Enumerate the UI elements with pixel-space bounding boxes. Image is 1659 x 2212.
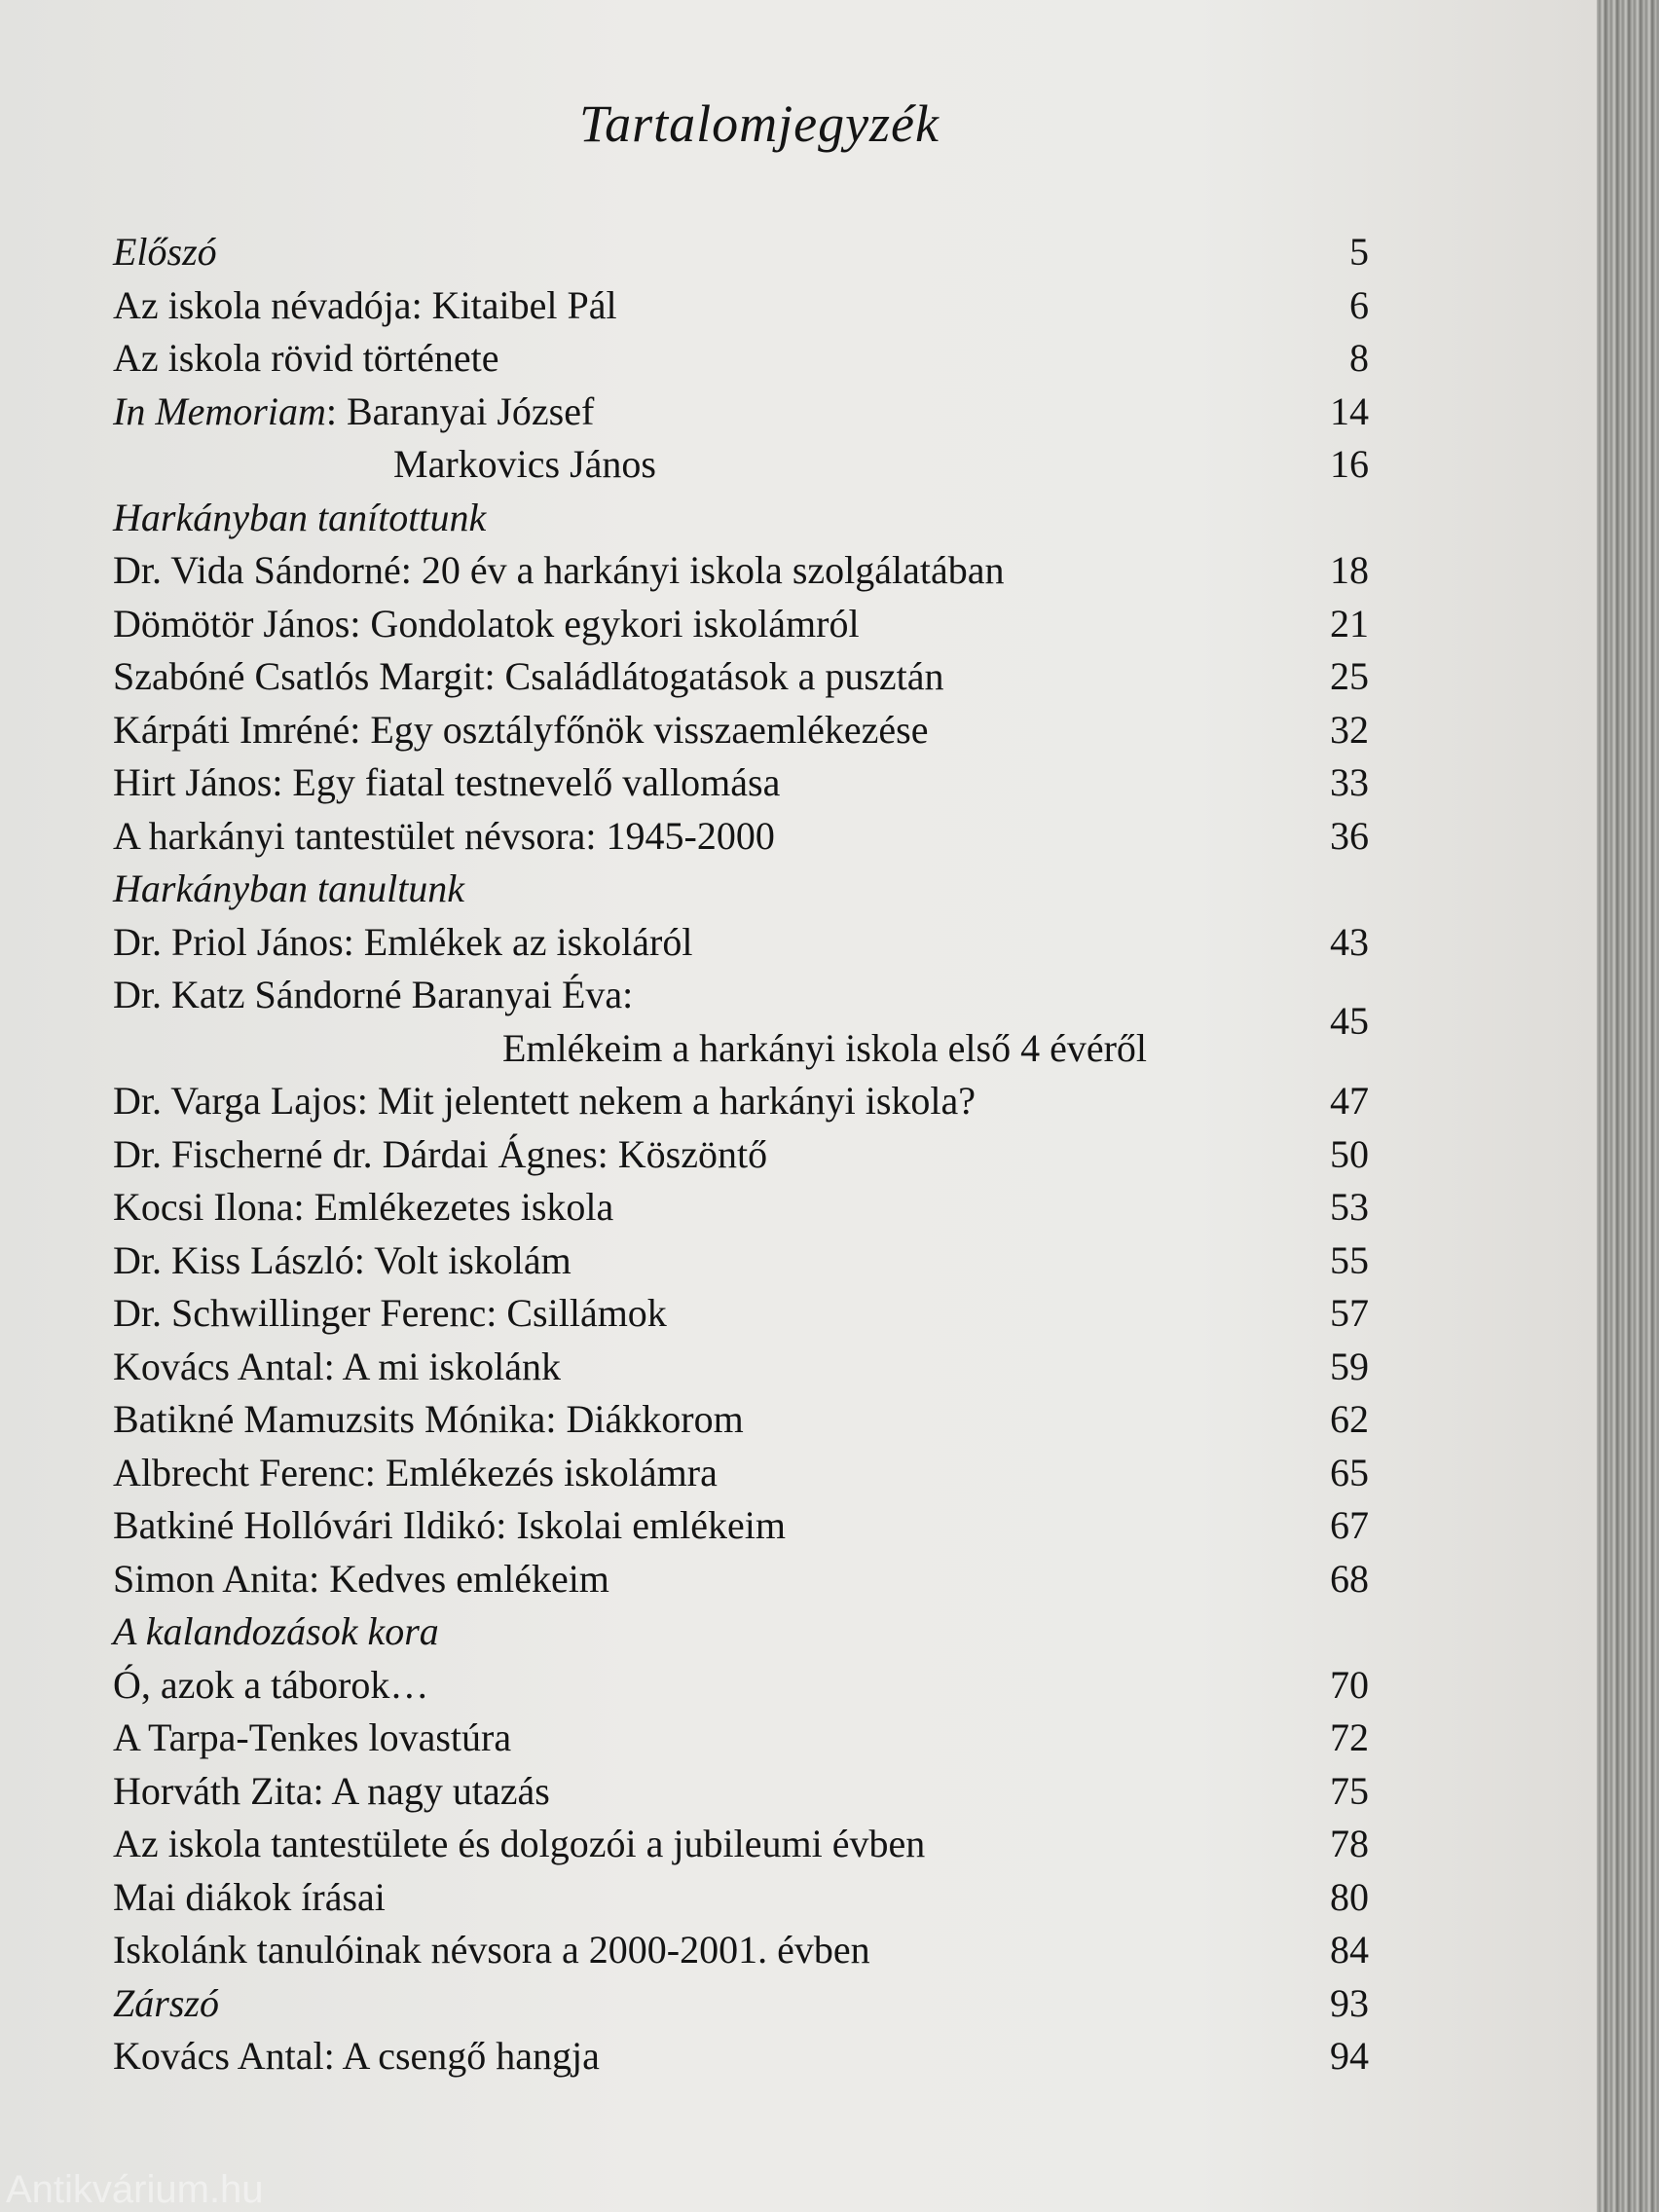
- toc-entry-title: [113, 386, 594, 438]
- toc-entry: [113, 1712, 1369, 1765]
- toc-page-number: 6: [1349, 282, 1369, 327]
- toc-entry: [113, 1235, 1369, 1288]
- toc-entry-title: Hirt János: Egy fiatal testnevelő vallomása: [113, 760, 781, 804]
- toc-entry: [113, 1075, 1369, 1128]
- toc-entry: [113, 332, 1369, 386]
- table-of-contents: [113, 226, 1369, 2083]
- toc-page-number: 33: [1330, 760, 1369, 804]
- toc-entry: [113, 1659, 1369, 1713]
- toc-entry: [113, 1818, 1369, 1871]
- toc-entry: [113, 1447, 1369, 1500]
- toc-section-title: Zárszó: [113, 1980, 219, 2025]
- toc-page-number: 21: [1330, 601, 1369, 645]
- toc-entry-title: Batkiné Hollóvári Ildikó: Iskolai emlékeim: [113, 1503, 786, 1547]
- toc-entry: [113, 1977, 1369, 2031]
- toc-entry: [113, 1765, 1369, 1819]
- toc-entry-title: Albrecht Ferenc: Emlékezés iskolámra: [113, 1450, 718, 1494]
- toc-entry-title: Az iskola rövid története: [113, 336, 499, 380]
- toc-entry: [113, 650, 1369, 704]
- toc-page-number: 25: [1330, 654, 1369, 698]
- toc-page-number: 18: [1330, 548, 1369, 592]
- toc-page-number: 5: [1349, 230, 1369, 274]
- toc-entry: [113, 1871, 1369, 1925]
- toc-page-number: 8: [1349, 336, 1369, 380]
- toc-entry: [113, 704, 1369, 757]
- toc-entry-title: Kovács Antal: A csengő hangja: [113, 2034, 600, 2078]
- toc-entry: [113, 1181, 1369, 1235]
- toc-entry-title: Dr. Vida Sándorné: 20 év a harkányi iskola szolgálatában: [113, 548, 1005, 592]
- toc-entry-title: Kocsi Ilona: Emlékezetes iskola: [113, 1185, 614, 1229]
- toc-entry-title-continued: Emlékeim a harkányi iskola első 4 évéről: [502, 1025, 1148, 1070]
- toc-entry-title: Ó, azok a táborok…: [113, 1662, 429, 1707]
- toc-page-number: 70: [1330, 1662, 1369, 1707]
- toc-entry-title: Horváth Zita: A nagy utazás: [113, 1768, 550, 1813]
- toc-entry: [113, 1287, 1369, 1341]
- toc-entry-title: Dr. Schwillinger Ferenc: Csillámok: [113, 1291, 667, 1335]
- toc-section-title: Harkányban tanultunk: [113, 866, 465, 910]
- page-edge-stack: [1597, 0, 1659, 2212]
- toc-entry-title: Simon Anita: Kedves emlékeim: [113, 1556, 609, 1601]
- toc-page-number: 68: [1330, 1556, 1369, 1601]
- toc-entry: [113, 1924, 1369, 1977]
- toc-entry-title: Batikné Mamuzsits Mónika: Diákkorom: [113, 1397, 744, 1441]
- toc-page-number: 55: [1330, 1237, 1369, 1282]
- watermark: Antikvárium.hu: [6, 2168, 264, 2211]
- toc-entry-title: Dömötör János: Gondolatok egykori iskolámról: [113, 601, 860, 645]
- toc-entry: [113, 969, 1369, 1075]
- toc-entry: [113, 544, 1369, 598]
- toc-page-number: 47: [1330, 1079, 1369, 1123]
- toc-page-number: 67: [1330, 1503, 1369, 1547]
- toc-entry-title: A harkányi tantestület névsora: 1945-2000: [113, 813, 775, 858]
- toc-entry-title-rest: : Baranyai József: [325, 388, 595, 433]
- toc-entry-title: Az iskola névadója: Kitaibel Pál: [113, 282, 617, 327]
- toc-page-number: 93: [1330, 1980, 1369, 2025]
- toc-entry-title: Dr. Katz Sándorné Baranyai Éva:: [113, 973, 634, 1016]
- toc-entry: [113, 1341, 1369, 1394]
- toc-entry-title: Dr. Priol János: Emlékek az iskoláról: [113, 919, 693, 964]
- toc-entry: [113, 810, 1369, 864]
- toc-entry: [113, 1499, 1369, 1553]
- toc-page-number: 94: [1330, 2034, 1369, 2078]
- toc-page-number: 78: [1330, 1822, 1369, 1865]
- toc-page-number: 80: [1330, 1874, 1369, 1919]
- toc-entry: [113, 1393, 1369, 1447]
- toc-entry: [113, 2030, 1369, 2083]
- toc-page-number: 72: [1330, 1715, 1369, 1759]
- toc-page-number: 59: [1330, 1344, 1369, 1388]
- toc-entry-title: Az iskola tantestülete és dolgozói a jubileumi évben: [113, 1822, 926, 1865]
- toc-page-number: 57: [1330, 1291, 1369, 1335]
- toc-page-number: 36: [1330, 813, 1369, 858]
- toc-entry-title: Mai diákok írásai: [113, 1874, 386, 1919]
- toc-entry-title-italic: In Memoriam: [113, 388, 326, 433]
- toc-entry: [113, 916, 1369, 970]
- toc-page-number: 53: [1330, 1185, 1369, 1229]
- toc-entry-title: Kovács Antal: A mi iskolánk: [113, 1344, 561, 1388]
- toc-page-number: 50: [1330, 1131, 1369, 1176]
- toc-page-number: 62: [1330, 1397, 1369, 1441]
- toc-entry-title: Dr. Fischerné dr. Dárdai Ágnes: Köszöntő: [113, 1131, 768, 1176]
- toc-entry-title: Dr. Kiss László: Volt iskolám: [113, 1237, 571, 1282]
- toc-entry-title: Dr. Varga Lajos: Mit jelentett nekem a harkányi iskola?: [113, 1079, 977, 1123]
- toc-section-title: Harkányban tanítottunk: [113, 495, 487, 539]
- toc-entry: [113, 756, 1369, 810]
- toc-entry: [113, 1605, 1369, 1659]
- toc-page-number: 43: [1330, 919, 1369, 964]
- toc-entry: [113, 492, 1369, 545]
- toc-entry: [113, 863, 1369, 916]
- toc-page-number: 45: [1330, 999, 1369, 1043]
- toc-section-title: Előszó: [113, 230, 217, 274]
- toc-entry-title: A Tarpa-Tenkes lovastúra: [113, 1715, 512, 1759]
- toc-page-number: 32: [1330, 707, 1369, 752]
- toc-entry-title: Markovics János: [393, 442, 656, 486]
- toc-page-number: 16: [1330, 442, 1369, 486]
- toc-entry: [113, 386, 1369, 439]
- toc-entry-title: Iskolánk tanulóinak névsora a 2000-2001. évben: [113, 1928, 870, 1972]
- toc-entry: [113, 598, 1369, 651]
- toc-section-title: A kalandozások kora: [113, 1609, 439, 1653]
- toc-entry: [113, 279, 1369, 333]
- toc-entry-title: Szabóné Csatlós Margit: Családlátogatások a pusztán: [113, 654, 944, 698]
- toc-entry-title: Kárpáti Imréné: Egy osztályfőnök visszaemlékezése: [113, 707, 929, 752]
- page-title: Tartalomjegyzék: [579, 94, 940, 153]
- toc-entry: [113, 1553, 1369, 1606]
- toc-entry: [113, 226, 1369, 279]
- toc-page-number: 65: [1330, 1450, 1369, 1494]
- toc-page-number: 84: [1330, 1928, 1369, 1972]
- toc-entry: [113, 1128, 1369, 1182]
- toc-page-number: 14: [1330, 388, 1369, 433]
- toc-entry: [113, 438, 1369, 492]
- toc-page-number: 75: [1330, 1768, 1369, 1813]
